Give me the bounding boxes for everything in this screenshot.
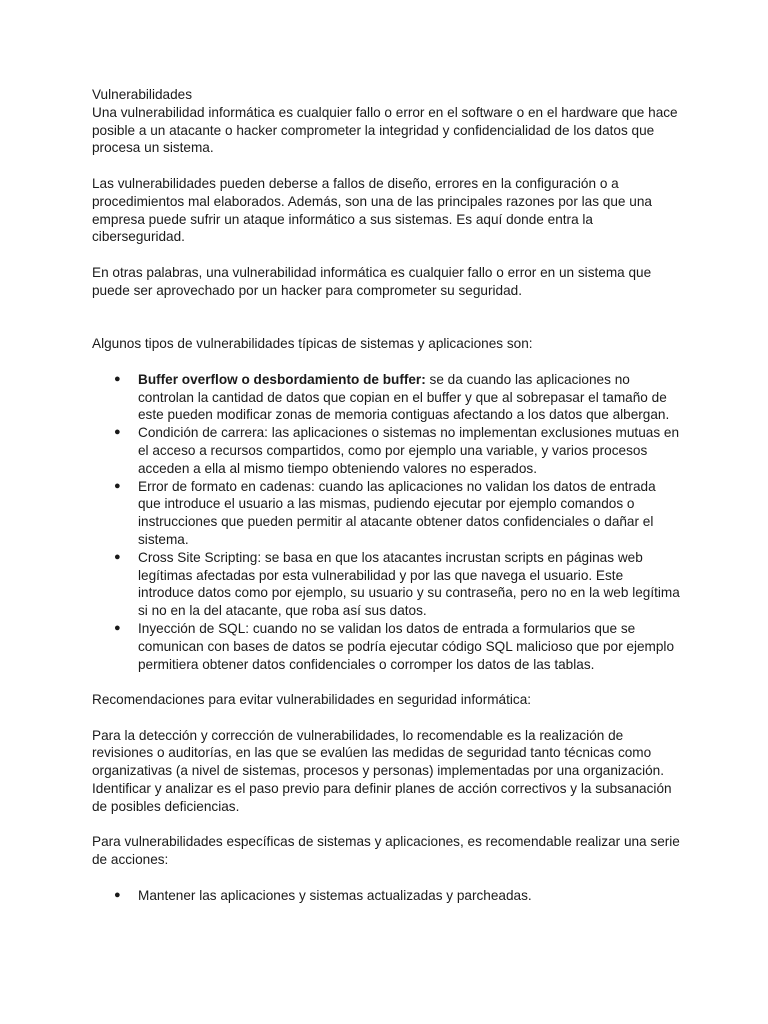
document-title: Vulnerabilidades bbox=[92, 87, 193, 102]
spacer bbox=[92, 157, 682, 175]
spacer bbox=[92, 673, 682, 691]
causes-paragraph: Las vulnerabilidades pueden deberse a fallos de diseño, errores en la configuración o a procedimientos mal elaborados. Además, son una de las principales razones por las que una empresa puede sufrir un ataque informático a sus sistemas. Es aquí donde entra la ciberseguridad. bbox=[92, 175, 652, 245]
types-heading: Algunos tipos de vulnerabilidades típicas de sistemas y aplicaciones son: bbox=[92, 336, 533, 352]
list-item-text: Mantener las aplicaciones y sistemas actualizadas y parcheadas. bbox=[138, 887, 532, 903]
vulnerability-types-list bbox=[92, 371, 682, 674]
list-item-bold-term: Buffer overflow o desbordamiento de buffer: bbox=[138, 371, 426, 387]
bullet-icon: ● bbox=[114, 479, 121, 492]
list-item bbox=[114, 371, 682, 424]
actions-list bbox=[92, 887, 682, 905]
list-item bbox=[114, 887, 682, 905]
list-item-text: Inyección de SQL: cuando no se validan los datos de entrada a formularios que se comunican con bases de datos se podría ejecutar código SQL malicioso que por ejemplo permitiera obtener datos confidenciales o corromper los datos de las tablas. bbox=[138, 620, 675, 672]
bullet-icon: ● bbox=[114, 372, 121, 385]
bullet-icon: ● bbox=[114, 888, 121, 901]
list-item-text: Cross Site Scripting: se basa en que los atacantes incrustan scripts en páginas web legítimas afectadas por esta vulnerabilidad y por las que navega el usuario. Este introduce datos como por ejemplo, su usuario y su contraseña, pero no en la web legítima si no en la del atacante, que roba así sus datos. bbox=[138, 549, 680, 619]
bullet-icon: ● bbox=[114, 550, 121, 563]
list-item-text: se da cuando las aplicaciones no controlan la cantidad de datos que copian en el buffer y que al sobrepasar el tamaño de este pueden modificar zonas de memoria contiguas afectando a los datos que albergan. bbox=[138, 371, 670, 423]
list-item bbox=[114, 620, 682, 673]
document-page bbox=[92, 86, 682, 905]
list-item-text: Error de formato en cadenas: cuando las aplicaciones no validan los datos de entrada que introduce el usuario a las mismas, pudiendo ejecutar por ejemplo comandos o instrucciones que pueden permitir al atacante obtener datos confidenciales o dañar el sistema. bbox=[138, 478, 656, 547]
list-item bbox=[114, 424, 682, 477]
bullet-icon: ● bbox=[114, 621, 121, 634]
spacer bbox=[92, 816, 682, 834]
list-item-text: Condición de carrera: las aplicaciones o sistemas no implementan exclusiones mutuas en el acceso a recursos compartidos, como por ejemplo una variable, y varios procesos acceden a ella al mismo tiempo obteniendo valores no esperados. bbox=[138, 425, 680, 476]
spacer bbox=[92, 300, 682, 336]
specific-actions-paragraph: Para vulnerabilidades específicas de sistemas y aplicaciones, es recomendable realizar una serie de acciones: bbox=[92, 834, 680, 868]
spacer bbox=[92, 709, 682, 727]
detection-paragraph: Para la detección y corrección de vulnerabilidades, lo recomendable es la realización de revisiones o auditorías, en las que se evalúen las medidas de seguridad tanto técnicas como organizativas (a nivel de sistemas, procesos y personas) implementadas por una organización. Identificar y analizar es el paso previo para definir planes de acción correctivos y la subsanación de posibles deficiencias. bbox=[92, 727, 672, 814]
recommendations-heading: Recomendaciones para evitar vulnerabilidades en seguridad informática: bbox=[92, 692, 532, 708]
intro-paragraph: Una vulnerabilidad informática es cualquier fallo o error en el software o en el hardware que hace posible a un atacante o hacker comprometer la integridad y confidencialidad de los datos que procesa un sistema. bbox=[92, 104, 678, 156]
list-item bbox=[114, 478, 682, 549]
spacer bbox=[92, 246, 682, 264]
bullet-icon: ● bbox=[114, 426, 121, 439]
spacer bbox=[92, 353, 682, 371]
list-item bbox=[114, 549, 682, 620]
definition-paragraph: En otras palabras, una vulnerabilidad informática es cualquier fallo o error en un sistema que puede ser aprovechado por un hacker para comprometer su seguridad. bbox=[92, 264, 652, 298]
spacer bbox=[92, 869, 682, 887]
